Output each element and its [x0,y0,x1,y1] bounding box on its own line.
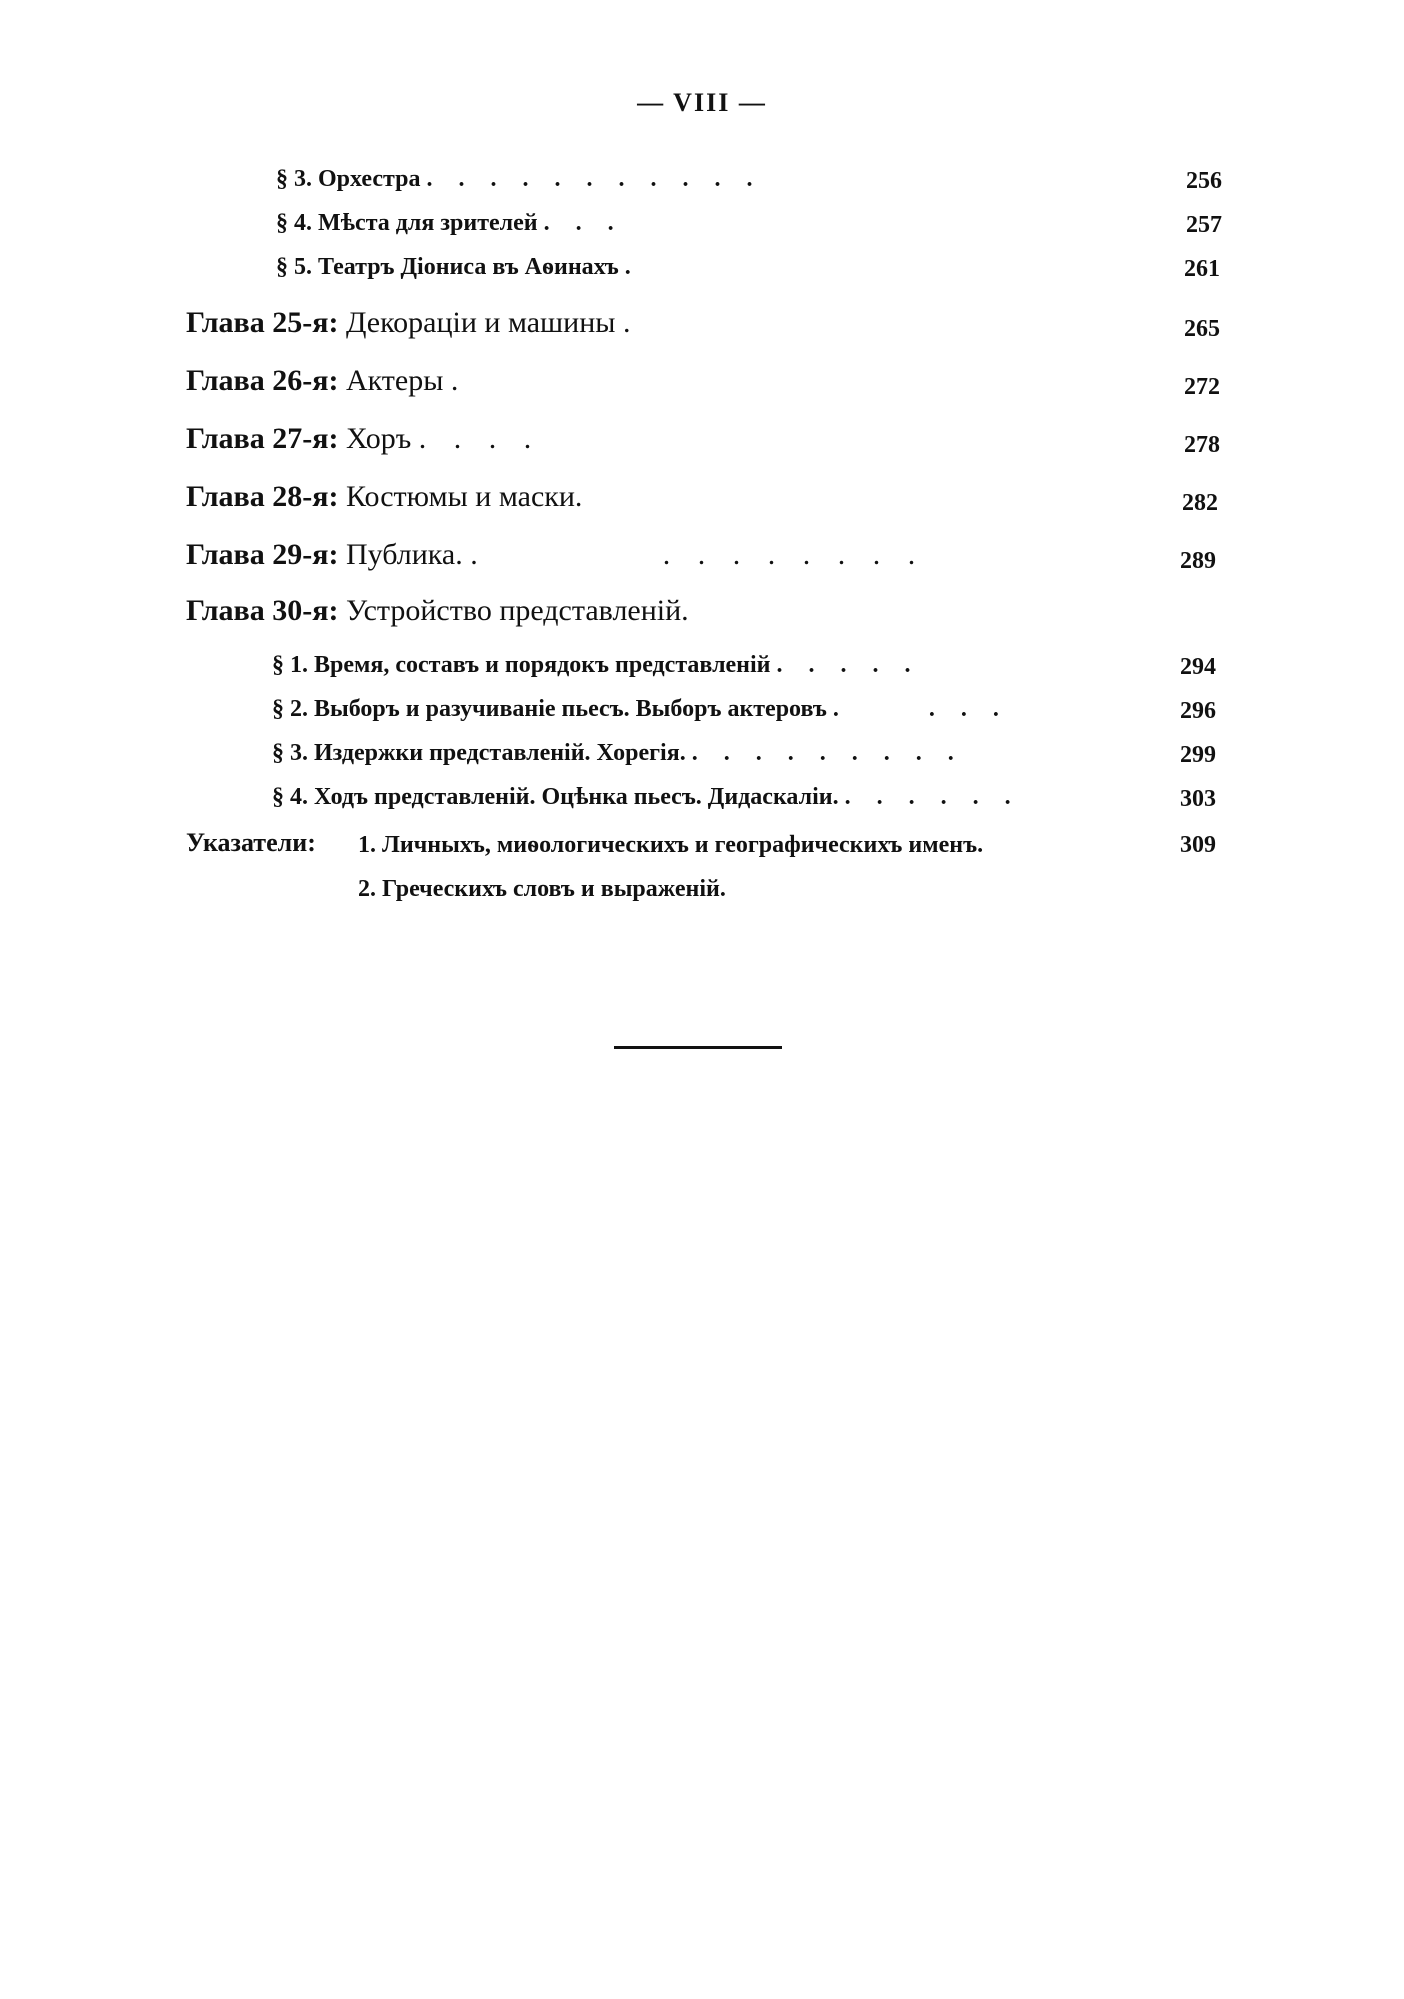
toc-page-number: 272 [1184,374,1220,400]
chapter-entry [186,480,582,514]
index-entry: 1. Личныхъ, миѳологическихъ и географическихъ именъ. [358,832,984,858]
toc-page-number: 257 [1186,212,1222,238]
index-entry: 2. Греческихъ словъ и выраженій. [358,876,726,902]
toc-entry [272,740,964,767]
toc-dot-leader: . [622,306,641,339]
toc-page-number: 296 [1180,698,1216,724]
toc-entry [276,210,624,237]
toc-entry [272,652,921,679]
toc-page-number: 265 [1184,316,1220,342]
toc-dot-leader: . . . . . . [844,784,1021,810]
chapter-title: Костюмы и маски. [345,480,583,513]
toc-dot-leader: . [450,364,469,397]
chapter-label: Глава 28-я: [186,480,339,513]
toc-entry [272,784,1021,811]
page-number: — VIII — [637,88,767,117]
chapter-label: Глава 29-я: [186,538,339,571]
toc-entry [272,696,1009,723]
chapter-title: Устройство представленій. [345,594,689,627]
toc-dot-leader: . . . . . [776,652,921,678]
toc-dot-leader: . . . [543,210,624,236]
toc-dot-leader: . [624,254,641,280]
toc-entry-title: § 2. Выборъ и разучиваніе пьесъ. Выборъ актеровъ [272,696,827,722]
toc-page-number: 289 [1180,548,1216,574]
chapter-title: Декораціи и машины [345,306,616,339]
chapter-title: Актеры [345,364,444,397]
toc-page-number: 256 [1186,168,1222,194]
toc-entry-title: § 4. Ходъ представленій. Оцѣнка пьесъ. Дидаскаліи. [272,784,839,810]
toc-entry-title: § 3. Издержки представленій. Хорегія. [272,740,686,766]
chapter-title: Хоръ [345,422,412,455]
chapter-entry [186,538,925,572]
toc-page-number: 278 [1184,432,1220,458]
toc-entry [276,254,641,281]
chapter-label: Глава 27-я: [186,422,339,455]
chapter-entry [186,306,640,340]
chapter-title: Публика. [345,538,463,571]
toc-dot-leader: . . . . . . . . . . . [426,166,763,192]
toc-entry-title: § 5. Театръ Діониса въ Аѳинахъ [276,254,619,280]
toc-entry-title: § 3. Орхестра [276,166,421,192]
toc-page-number: 309 [1180,832,1216,858]
chapter-label: Глава 26-я: [186,364,339,397]
toc-page-number: 294 [1180,654,1216,680]
toc-entry-title: § 1. Время, составъ и порядокъ представленій [272,652,771,678]
chapter-entry [186,422,541,456]
chapter-label: Глава 30-я: [186,594,339,627]
chapter-entry [186,364,468,398]
chapter-label: Глава 25-я: [186,306,339,339]
toc-dot-leader: . . . . . . . . . [470,538,926,571]
indices-label: Указатели: [186,828,316,857]
toc-dot-leader: . . . . [832,696,1009,722]
toc-page-number: 303 [1180,786,1216,812]
toc-dot-leader: . . . . . . . . . [691,740,964,766]
toc-page-number: 299 [1180,742,1216,768]
toc-dot-leader: . . . . [418,422,542,455]
toc-entry-title: § 4. Мѣста для зрителей [276,210,538,236]
chapter-entry [186,594,689,628]
end-rule [614,1046,782,1049]
toc-page-number: 261 [1184,256,1220,282]
toc-page-number: 282 [1182,490,1218,516]
toc-entry [276,166,762,193]
